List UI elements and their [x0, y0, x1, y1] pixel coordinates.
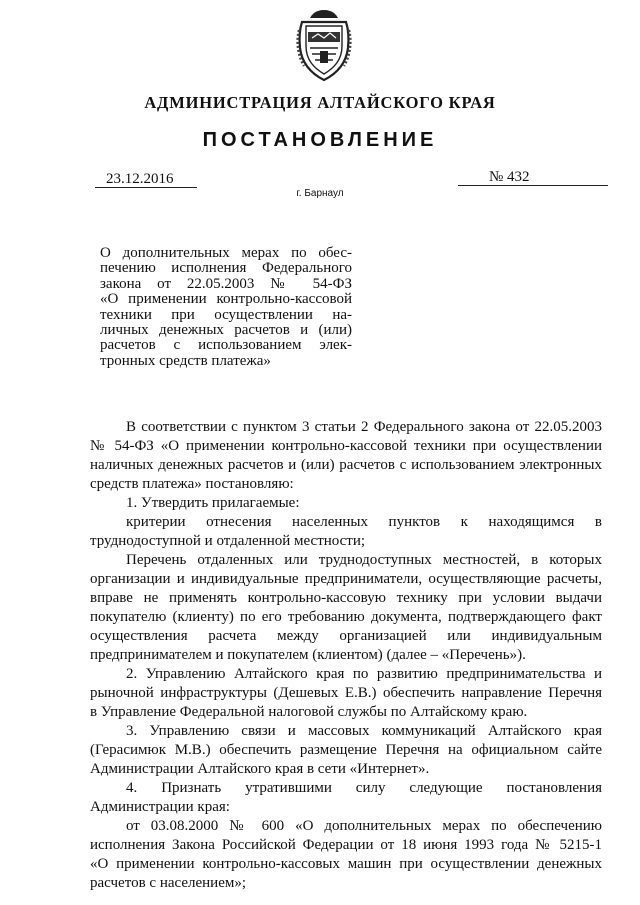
body-line: рыночной инфраструктуры (Дешевых Е.В.) обеспечить направление Перечня	[90, 685, 602, 701]
subject-line: техники при осуществлении на-	[100, 306, 352, 323]
body-line: покупателю (клиенту) по его требованию документа, подтверждающего факт	[90, 609, 602, 625]
body-line: труднодоступной и отдаленной местности;	[90, 533, 366, 549]
body-line: предпринимателем и покупателем (клиентом) (далее – «Перечень»).	[90, 647, 526, 663]
document-body	[90, 418, 602, 893]
body-line: Перечень отдаленных или труднодоступных местностей, в которых	[126, 552, 602, 568]
body-line: от 03.08.2000 № 600 «О дополнительных мерах по обеспечению	[126, 818, 602, 834]
document-number: № 432	[489, 169, 530, 185]
city-name: г. Барнаул	[296, 188, 344, 199]
organization-name: АДМИНИСТРАЦИЯ АЛТАЙСКОГО КРАЯ	[144, 93, 496, 112]
body-line: осуществления расчета между организацией или индивидуальным	[90, 628, 602, 644]
subject-line: личных денежных расчетов и (или)	[100, 322, 352, 339]
subject-line: «О применении контрольно-кассовой	[100, 291, 352, 308]
subject-line: О дополнительных мерах по обес-	[100, 245, 352, 261]
body-line: № 54-ФЗ «О применении контрольно-кассовой техники при осуществлении	[90, 438, 602, 454]
coat-of-arms-icon	[296, 8, 352, 84]
body-line: 2. Управлению Алтайского края по развитию предпринимательства и	[126, 666, 602, 682]
body-line: средств платежа» постановляю:	[90, 476, 294, 492]
body-line: наличных денежных расчетов и (или) расчетов с использованием электронных	[90, 457, 602, 473]
body-line: критерии отнесения населенных пунктов к находящимся в	[126, 514, 602, 530]
body-line: вправе не применять контрольно-кассовую технику при условии выдачи	[90, 590, 602, 606]
document-type: ПОСТАНОВЛЕНИЕ	[202, 129, 438, 151]
body-line: 3. Управлению связи и массовых коммуникаций Алтайского края	[126, 723, 602, 739]
subject-line: закона от 22.05.2003 № 54-ФЗ	[100, 275, 352, 292]
number-underline	[458, 185, 608, 186]
subject-line: тронных средств платежа»	[100, 352, 271, 369]
subject-line: расчетов с использованием элек-	[100, 337, 352, 354]
body-line: (Герасимюк М.В.) обеспечить размещение Перечня на официальном сайте	[90, 742, 602, 758]
body-line: «О применении контрольно-кассовых машин при осуществлении денежных	[90, 856, 602, 872]
body-line: организации и индивидуальные предприниматели, осуществляющие расчеты,	[90, 571, 602, 587]
body-line: в Управление Федеральной налоговой службы по Алтайскому краю.	[90, 704, 528, 720]
document-subject	[100, 246, 352, 369]
body-line: 4. Признать утратившими силу следующие постановления	[126, 780, 602, 796]
body-line: Администрации Алтайского края в сети «Интернет».	[90, 761, 430, 777]
document-date: 23.12.2016	[106, 171, 174, 187]
subject-line: печению исполнения Федерального	[100, 260, 352, 277]
body-line: В соответствии с пунктом 3 статьи 2 Федерального закона от 22.05.2003	[126, 419, 602, 435]
body-line: Администрации края:	[90, 799, 230, 815]
body-line: исполнения Закона Российской Федерации от 18 июня 1993 года № 5215-1	[90, 837, 602, 853]
body-line: расчетов с населением»;	[90, 875, 247, 891]
body-line: 1. Утвердить прилагаемые:	[126, 495, 300, 511]
